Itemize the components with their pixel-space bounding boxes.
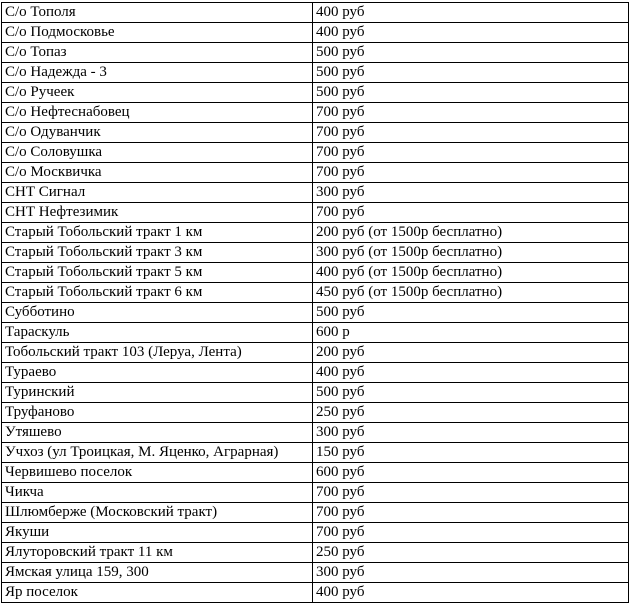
price-cell: 600 р <box>313 323 629 343</box>
table-row <box>2 163 629 183</box>
table-row <box>2 183 629 203</box>
table-row <box>2 283 629 303</box>
price-cell: 250 руб <box>313 403 629 423</box>
table-row <box>2 423 629 443</box>
table-row <box>2 543 629 563</box>
table-row <box>2 363 629 383</box>
price-cell: 700 руб <box>313 523 629 543</box>
place-cell: Якуши <box>2 523 313 543</box>
place-cell: Ялуторовский тракт 11 км <box>2 543 313 563</box>
place-cell: Чикча <box>2 483 313 503</box>
table-row <box>2 563 629 583</box>
delivery-price-table <box>1 2 629 603</box>
table-row <box>2 323 629 343</box>
place-cell: С/о Надежда - 3 <box>2 63 313 83</box>
table-row <box>2 103 629 123</box>
price-cell: 250 руб <box>313 543 629 563</box>
table-row <box>2 123 629 143</box>
table-row <box>2 263 629 283</box>
table-row <box>2 63 629 83</box>
table-row <box>2 23 629 43</box>
price-cell: 500 руб <box>313 43 629 63</box>
price-cell: 700 руб <box>313 143 629 163</box>
place-cell: С/о Одуванчик <box>2 123 313 143</box>
table-row <box>2 303 629 323</box>
price-cell: 300 руб <box>313 423 629 443</box>
price-cell: 700 руб <box>313 163 629 183</box>
price-cell: 500 руб <box>313 303 629 323</box>
table-row <box>2 83 629 103</box>
table-row <box>2 583 629 603</box>
price-cell: 400 руб <box>313 583 629 603</box>
price-cell: 700 руб <box>313 203 629 223</box>
place-cell: С/о Нефтеснабовец <box>2 103 313 123</box>
table-row <box>2 3 629 23</box>
place-cell: СНТ Нефтезимик <box>2 203 313 223</box>
place-cell: Шлюмберже (Московский тракт) <box>2 503 313 523</box>
place-cell: Утяшево <box>2 423 313 443</box>
place-cell: Учхоз (ул Троицкая, М. Яценко, Аграрная) <box>2 443 313 463</box>
table-row <box>2 343 629 363</box>
table-row <box>2 203 629 223</box>
place-cell: Старый Тобольский тракт 3 км <box>2 243 313 263</box>
price-cell: 400 руб <box>313 3 629 23</box>
price-cell: 300 руб <box>313 563 629 583</box>
table-row <box>2 223 629 243</box>
place-cell: С/о Ручеек <box>2 83 313 103</box>
table-row <box>2 243 629 263</box>
price-cell: 400 руб (от 1500р бесплатно) <box>313 263 629 283</box>
place-cell: Старый Тобольский тракт 1 км <box>2 223 313 243</box>
price-cell: 700 руб <box>313 503 629 523</box>
price-cell: 300 руб <box>313 183 629 203</box>
table-row <box>2 523 629 543</box>
price-cell: 400 руб <box>313 23 629 43</box>
table-row <box>2 463 629 483</box>
table-row <box>2 143 629 163</box>
table-row <box>2 403 629 423</box>
place-cell: Червишево поселок <box>2 463 313 483</box>
price-cell: 300 руб (от 1500р бесплатно) <box>313 243 629 263</box>
place-cell: Старый Тобольский тракт 6 км <box>2 283 313 303</box>
table-row <box>2 503 629 523</box>
price-cell: 450 руб (от 1500р бесплатно) <box>313 283 629 303</box>
place-cell: Старый Тобольский тракт 5 км <box>2 263 313 283</box>
price-cell: 200 руб (от 1500р бесплатно) <box>313 223 629 243</box>
table-row <box>2 383 629 403</box>
place-cell: С/о Соловушка <box>2 143 313 163</box>
place-cell: С/о Подмосковье <box>2 23 313 43</box>
price-cell: 600 руб <box>313 463 629 483</box>
price-cell: 500 руб <box>313 63 629 83</box>
price-cell: 500 руб <box>313 383 629 403</box>
place-cell: Тараскуль <box>2 323 313 343</box>
price-cell: 700 руб <box>313 483 629 503</box>
price-cell: 700 руб <box>313 103 629 123</box>
table-row <box>2 483 629 503</box>
table-row <box>2 43 629 63</box>
place-cell: Яр поселок <box>2 583 313 603</box>
price-cell: 400 руб <box>313 363 629 383</box>
place-cell: Туринский <box>2 383 313 403</box>
place-cell: С/о Москвичка <box>2 163 313 183</box>
place-cell: Субботино <box>2 303 313 323</box>
price-cell: 200 руб <box>313 343 629 363</box>
price-table-body <box>2 3 629 603</box>
place-cell: С/о Тополя <box>2 3 313 23</box>
place-cell: Тураево <box>2 363 313 383</box>
place-cell: Тобольский тракт 103 (Леруа, Лента) <box>2 343 313 363</box>
place-cell: Ямская улица 159, 300 <box>2 563 313 583</box>
place-cell: СНТ Сигнал <box>2 183 313 203</box>
place-cell: Труфаново <box>2 403 313 423</box>
price-cell: 150 руб <box>313 443 629 463</box>
price-cell: 500 руб <box>313 83 629 103</box>
table-row <box>2 443 629 463</box>
price-cell: 700 руб <box>313 123 629 143</box>
place-cell: С/о Топаз <box>2 43 313 63</box>
